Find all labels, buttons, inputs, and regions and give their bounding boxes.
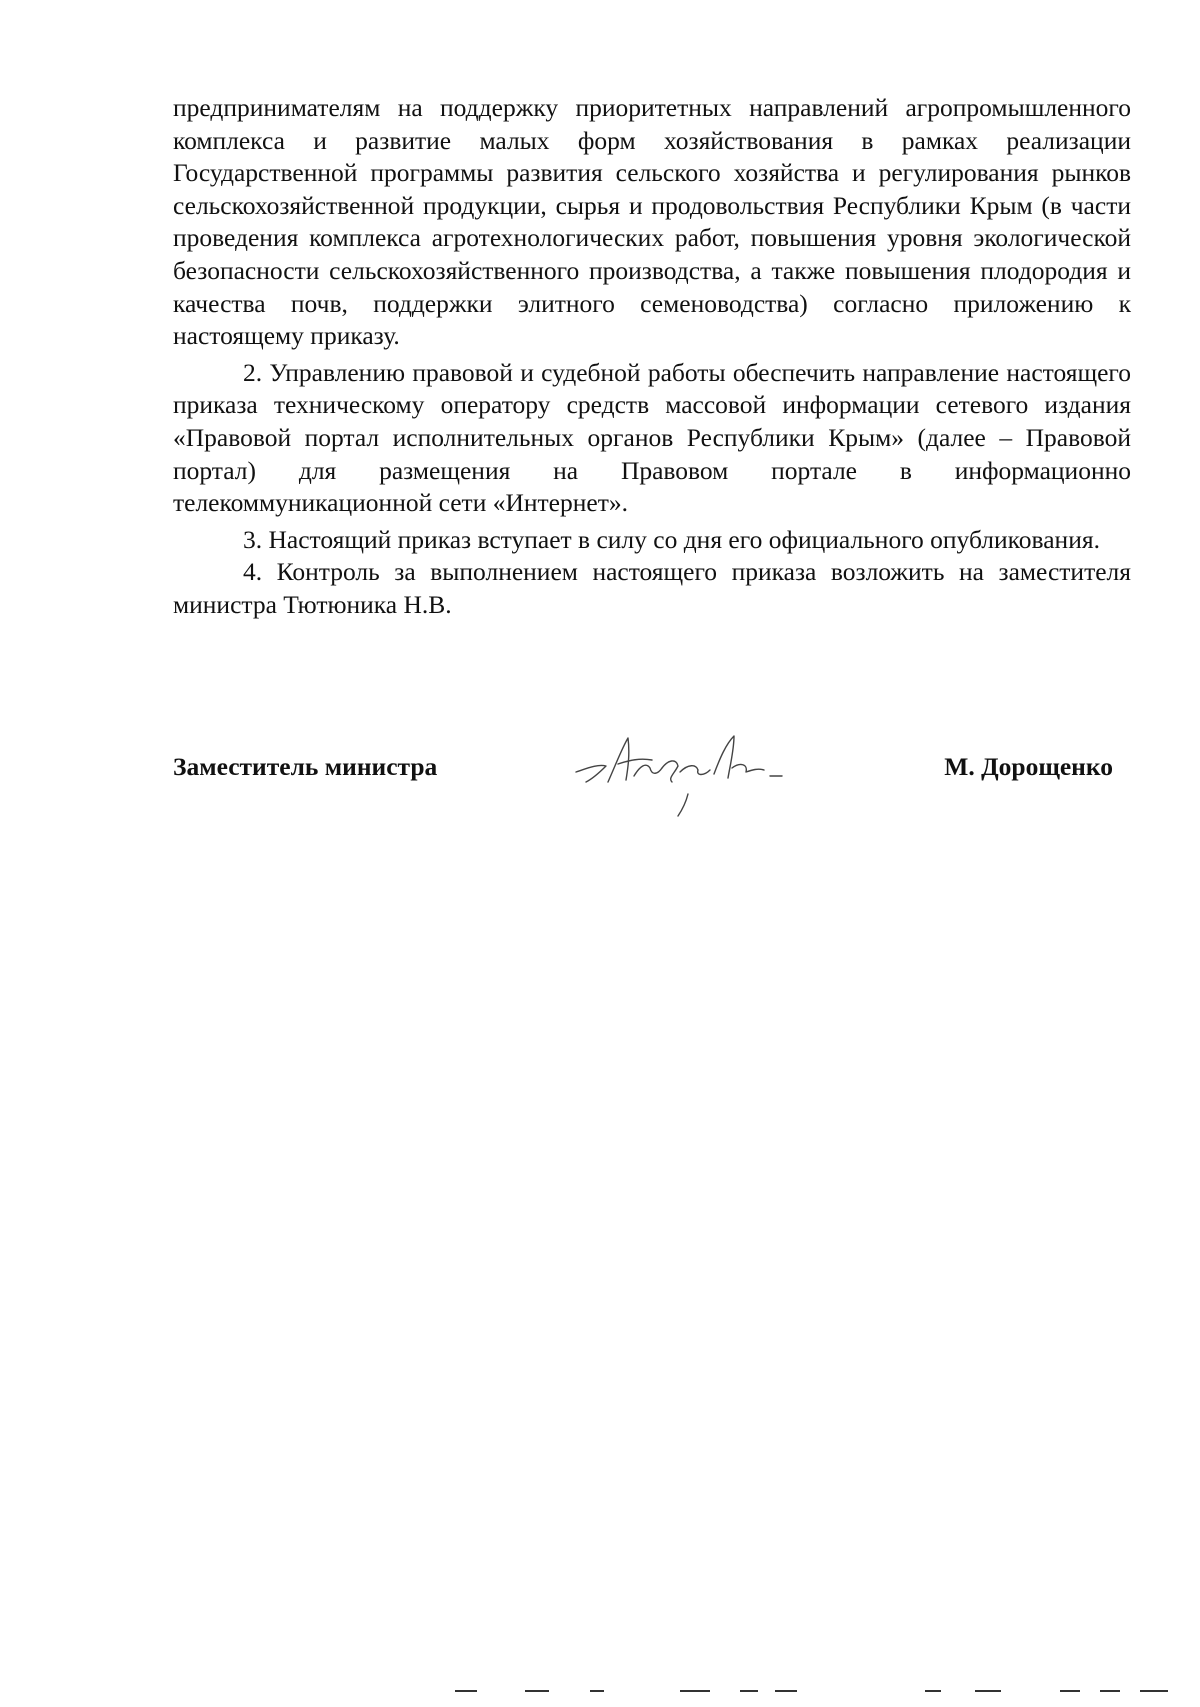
paragraph-item-3: 3. Настоящий приказ вступает в силу со дня его официального опубликования. (243, 524, 1100, 554)
handwritten-signature (568, 724, 808, 824)
document-body (173, 92, 1131, 622)
signature-block (173, 748, 1113, 848)
paragraph-item-4: 4. Контроль за выполнением настоящего приказа возложить на заместителя министра Тютюника Н.В. (173, 557, 1131, 619)
signatory-title: Заместитель министра (173, 752, 438, 781)
paragraph-item-2: 2. Управлению правовой и судебной работы обеспечить направление настоящего приказа техническому оператору средств массовой информации сетевого издания «Правовой портал исполнительных органов Республики Крым» (далее – Правовой портал) для размещения на Правовом портале в информационно телекоммуникационной сети «Интернет». (173, 357, 1131, 518)
paragraph-continuation: предпринимателям на поддержку приоритетных направлений агропромышленного комплекса и развитие малых форм хозяйствования в рамках реализации Государственной программы развития сельского хозяйства и регулирования рынков сельскохозяйственной продукции, сырья и продовольствия Республики Крым (в части проведения комплекса агротехнологических работ, повышения уровня экологической безопасности сельскохозяйственного производства, а также повышения плодородия и качества почв, поддержки элитного семеноводства) согласно приложению к настоящему приказу. (173, 93, 1131, 351)
signatory-name: М. Дорощенко (944, 752, 1113, 781)
scan-edge-marks (0, 1690, 1200, 1700)
